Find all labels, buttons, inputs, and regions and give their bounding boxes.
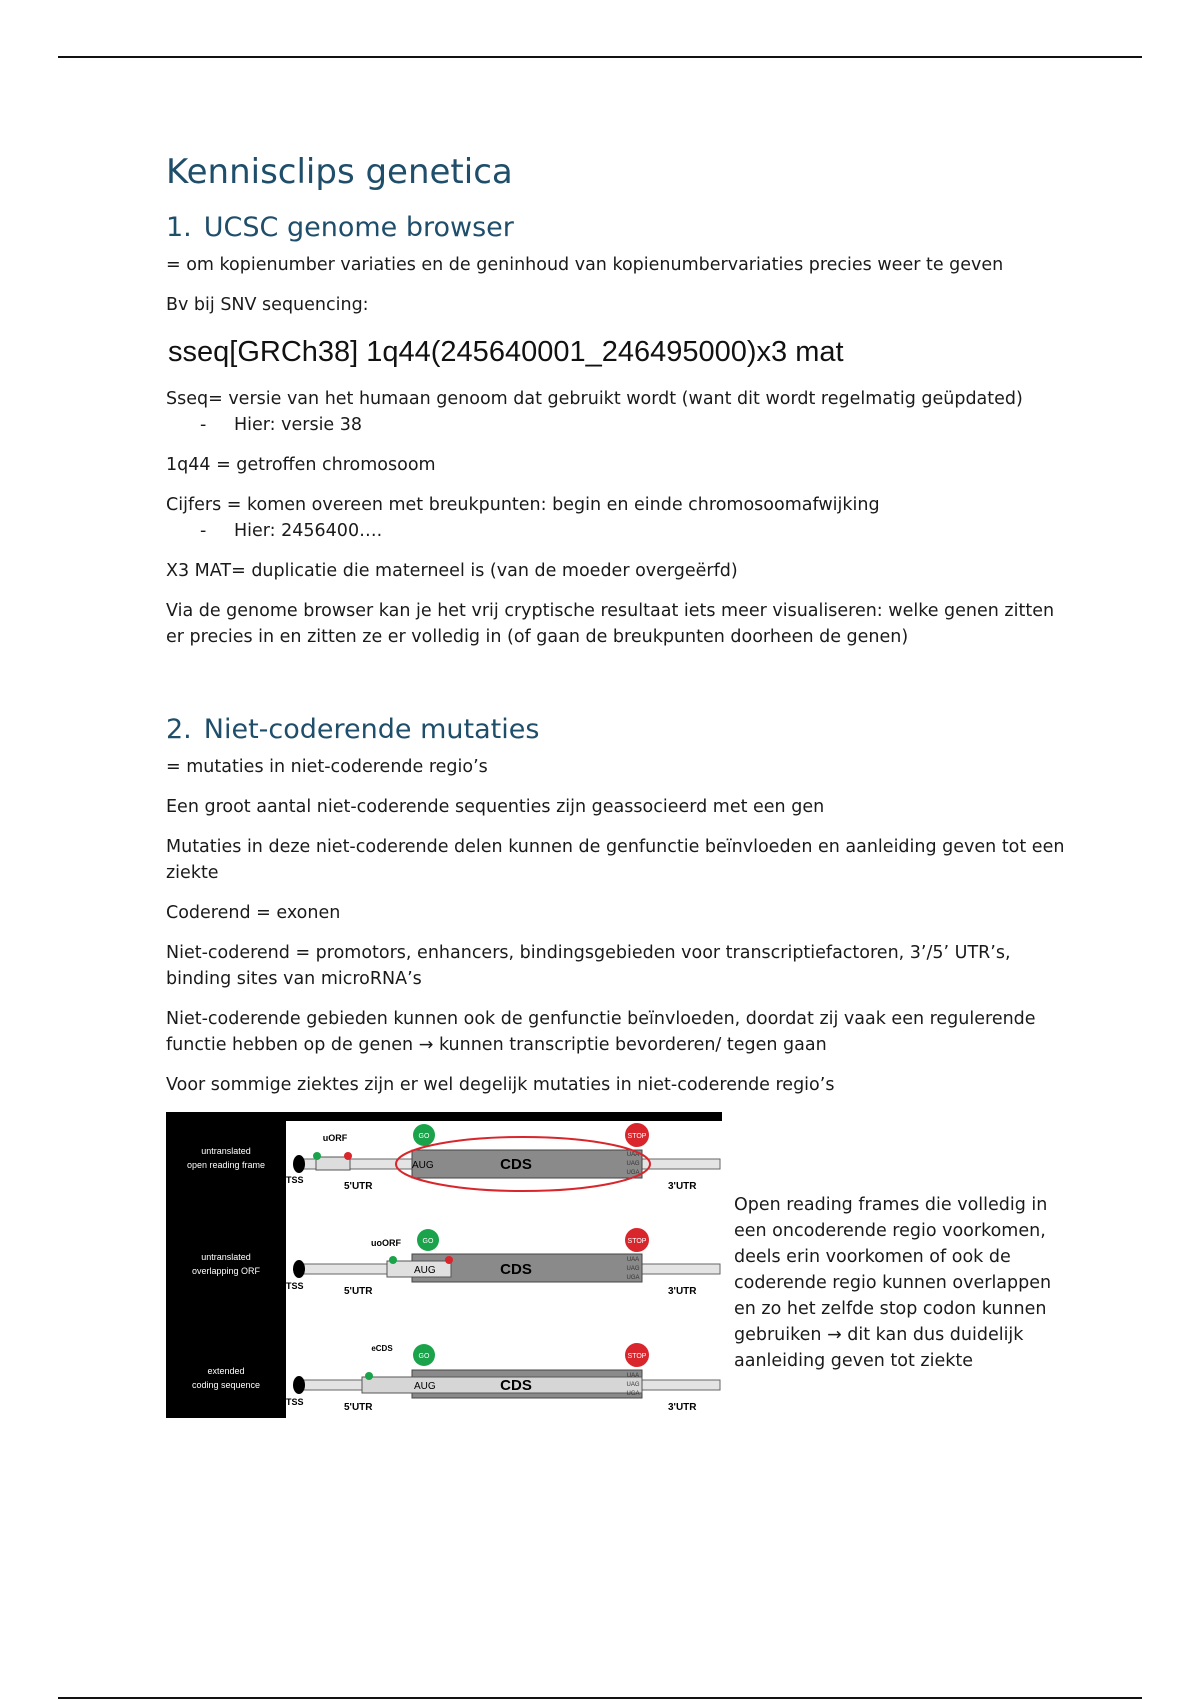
row1-orf-start-dot — [313, 1152, 321, 1160]
row3-cds: CDS — [500, 1377, 532, 1394]
row3-codon-3: UGA — [626, 1391, 640, 1397]
row3-side-label-2: coding sequence — [191, 1380, 261, 1390]
document-body — [166, 150, 1066, 1422]
row2-side-label-1: untranslated — [201, 1252, 251, 1262]
s1-numbers: Cijfers = komen overeen met breukpunten: begin en einde chromosoomafwijking — [166, 495, 880, 515]
s1-definition: = om kopienumber variaties en de geninhoud van kopienumbervariaties precies weer te geven — [166, 255, 1004, 275]
row3-utr3-label: 3'UTR — [668, 1402, 697, 1413]
row2-stop-text: STOP — [627, 1238, 647, 1245]
s1-browser: Via de genome browser kan je het vrij cryptische resultaat iets meer visualiseren: welke genen zitten er precies in en zitten ze er volledig in (of gaan de breukpunten doorheen de genen) — [166, 601, 1055, 647]
row3-go-text: GO — [418, 1353, 430, 1360]
s2-p1: Een groot aantal niet-coderende sequenties zijn geassocieerd met een gen — [166, 797, 825, 817]
row1-tss-marker — [293, 1155, 305, 1173]
row3-utr5-label: 5'UTR — [344, 1402, 373, 1413]
s2-p3: Coderend = exonen — [166, 903, 341, 923]
figure-caption: Open reading frames die volledig in een oncoderende regio voorkomen, deels erin voorkomen of ook de coderende regio kunnen overlappen en zo het zelfde stop codon kunnen gebruiken → dit kan dus duidelijk aanleiding geven tot ziekte — [734, 1195, 1052, 1371]
row2-codon-1: UAA — [626, 1257, 640, 1263]
orf-figure — [166, 1112, 722, 1418]
row2-tss-marker — [293, 1260, 305, 1278]
row3-side-label-1: extended — [207, 1366, 245, 1376]
s2-p6: Voor sommige ziektes zijn er wel degelijk mutaties in niet-coderende regio’s — [166, 1075, 835, 1095]
row2-codon-3: UGA — [626, 1275, 640, 1281]
row1-orf-stop-dot — [344, 1152, 352, 1160]
s1-sseq-bullet-text: Hier: versie 38 — [234, 415, 363, 435]
header-rule — [58, 56, 1142, 58]
row1-side-label-2: open reading frame — [186, 1160, 266, 1170]
row3-tss-label: TSS — [286, 1397, 304, 1407]
row2-orf-start-dot — [389, 1256, 397, 1264]
row1-tss-label: TSS — [286, 1175, 304, 1185]
row3-stop-text: STOP — [627, 1353, 647, 1360]
row1-codon-3: UGA — [626, 1170, 640, 1176]
section-1-title: UCSC genome browser — [203, 212, 514, 243]
section-2-heading — [166, 712, 1066, 748]
row1-orf-label: uORF — [322, 1133, 348, 1143]
bullet-dash: - — [200, 415, 207, 435]
s1-notation: sseq[GRCh38] 1q44(245640001_246495000)x3 mat — [168, 336, 844, 368]
row3-aug: AUG — [414, 1381, 436, 1392]
s1-sseq: Sseq= versie van het humaan genoom dat gebruikt wordt (want dit wordt regelmatig geüpdated) — [166, 389, 1023, 409]
row2-aug: AUG — [414, 1265, 436, 1276]
s1-sseq-bullet — [166, 412, 1066, 438]
row2-side-label-2: overlapping ORF — [191, 1266, 261, 1276]
row1-codon-2: UAG — [626, 1161, 640, 1167]
s2-p5: Niet-coderende gebieden kunnen ook de genfunctie beïnvloeden, doordat zij vaak een regulerende functie hebben op de genen → kunnen transcriptie bevorderen/ tegen gaan — [166, 1009, 1036, 1055]
row2-codon-2: UAG — [626, 1266, 640, 1272]
bullet-dash: - — [200, 521, 207, 541]
row2-tss-label: TSS — [286, 1281, 304, 1291]
s1-chromosome: 1q44 = getroffen chromosoom — [166, 455, 436, 475]
row2-utr5-label: 5'UTR — [344, 1286, 373, 1297]
row3-tss-marker — [293, 1376, 305, 1394]
s1-numbers-bullet-text: Hier: 2456400…. — [234, 521, 383, 541]
section-2-number: 2. — [166, 714, 192, 745]
document-title: Kennisclips genetica — [166, 152, 513, 192]
row3-orf-label: eCDS — [371, 1344, 393, 1353]
row1-utr5-label: 5'UTR — [344, 1181, 373, 1192]
row2-orf-label: uoORF — [371, 1238, 401, 1248]
row2-orf-stop-dot — [445, 1256, 453, 1264]
s2-definition: = mutaties in niet-coderende regio’s — [166, 757, 488, 777]
row3-codon-1: UAA — [626, 1373, 640, 1379]
row1-aug: AUG — [412, 1160, 434, 1171]
footer-rule — [58, 1697, 1142, 1699]
row3-codon-2: UAG — [626, 1382, 640, 1388]
row1-cds: CDS — [500, 1156, 532, 1173]
s1-numbers-bullet — [166, 518, 1066, 544]
row1-side-label-1: untranslated — [201, 1146, 251, 1156]
s2-p4: Niet-coderend = promotors, enhancers, bindingsgebieden voor transcriptiefactoren, 3’/5’ UTR’s, binding sites van microRNA’s — [166, 943, 1011, 989]
row2-utr3-label: 3'UTR — [668, 1286, 697, 1297]
row1-stop-text: STOP — [627, 1133, 647, 1140]
s1-x3mat: X3 MAT= duplicatie die materneel is (van de moeder overgeërfd) — [166, 561, 738, 581]
row1-go-text: GO — [418, 1133, 430, 1140]
section-1-heading — [166, 210, 1066, 246]
row3-orf-start-dot — [365, 1372, 373, 1380]
row2-go-text: GO — [422, 1238, 434, 1245]
section-2-title: Niet-coderende mutaties — [203, 714, 540, 745]
s1-example-intro: Bv bij SNV sequencing: — [166, 295, 369, 315]
s2-p2: Mutaties in deze niet-coderende delen kunnen de genfunctie beïnvloeden en aanleiding geven tot een ziekte — [166, 837, 1065, 883]
row2-cds: CDS — [500, 1261, 532, 1278]
row1-utr3-label: 3'UTR — [668, 1181, 697, 1192]
figure-top-bar — [166, 1112, 722, 1121]
section-1-number: 1. — [166, 212, 192, 243]
row1-codon-1: UAA — [626, 1152, 640, 1158]
figure-row — [166, 1112, 1066, 1422]
